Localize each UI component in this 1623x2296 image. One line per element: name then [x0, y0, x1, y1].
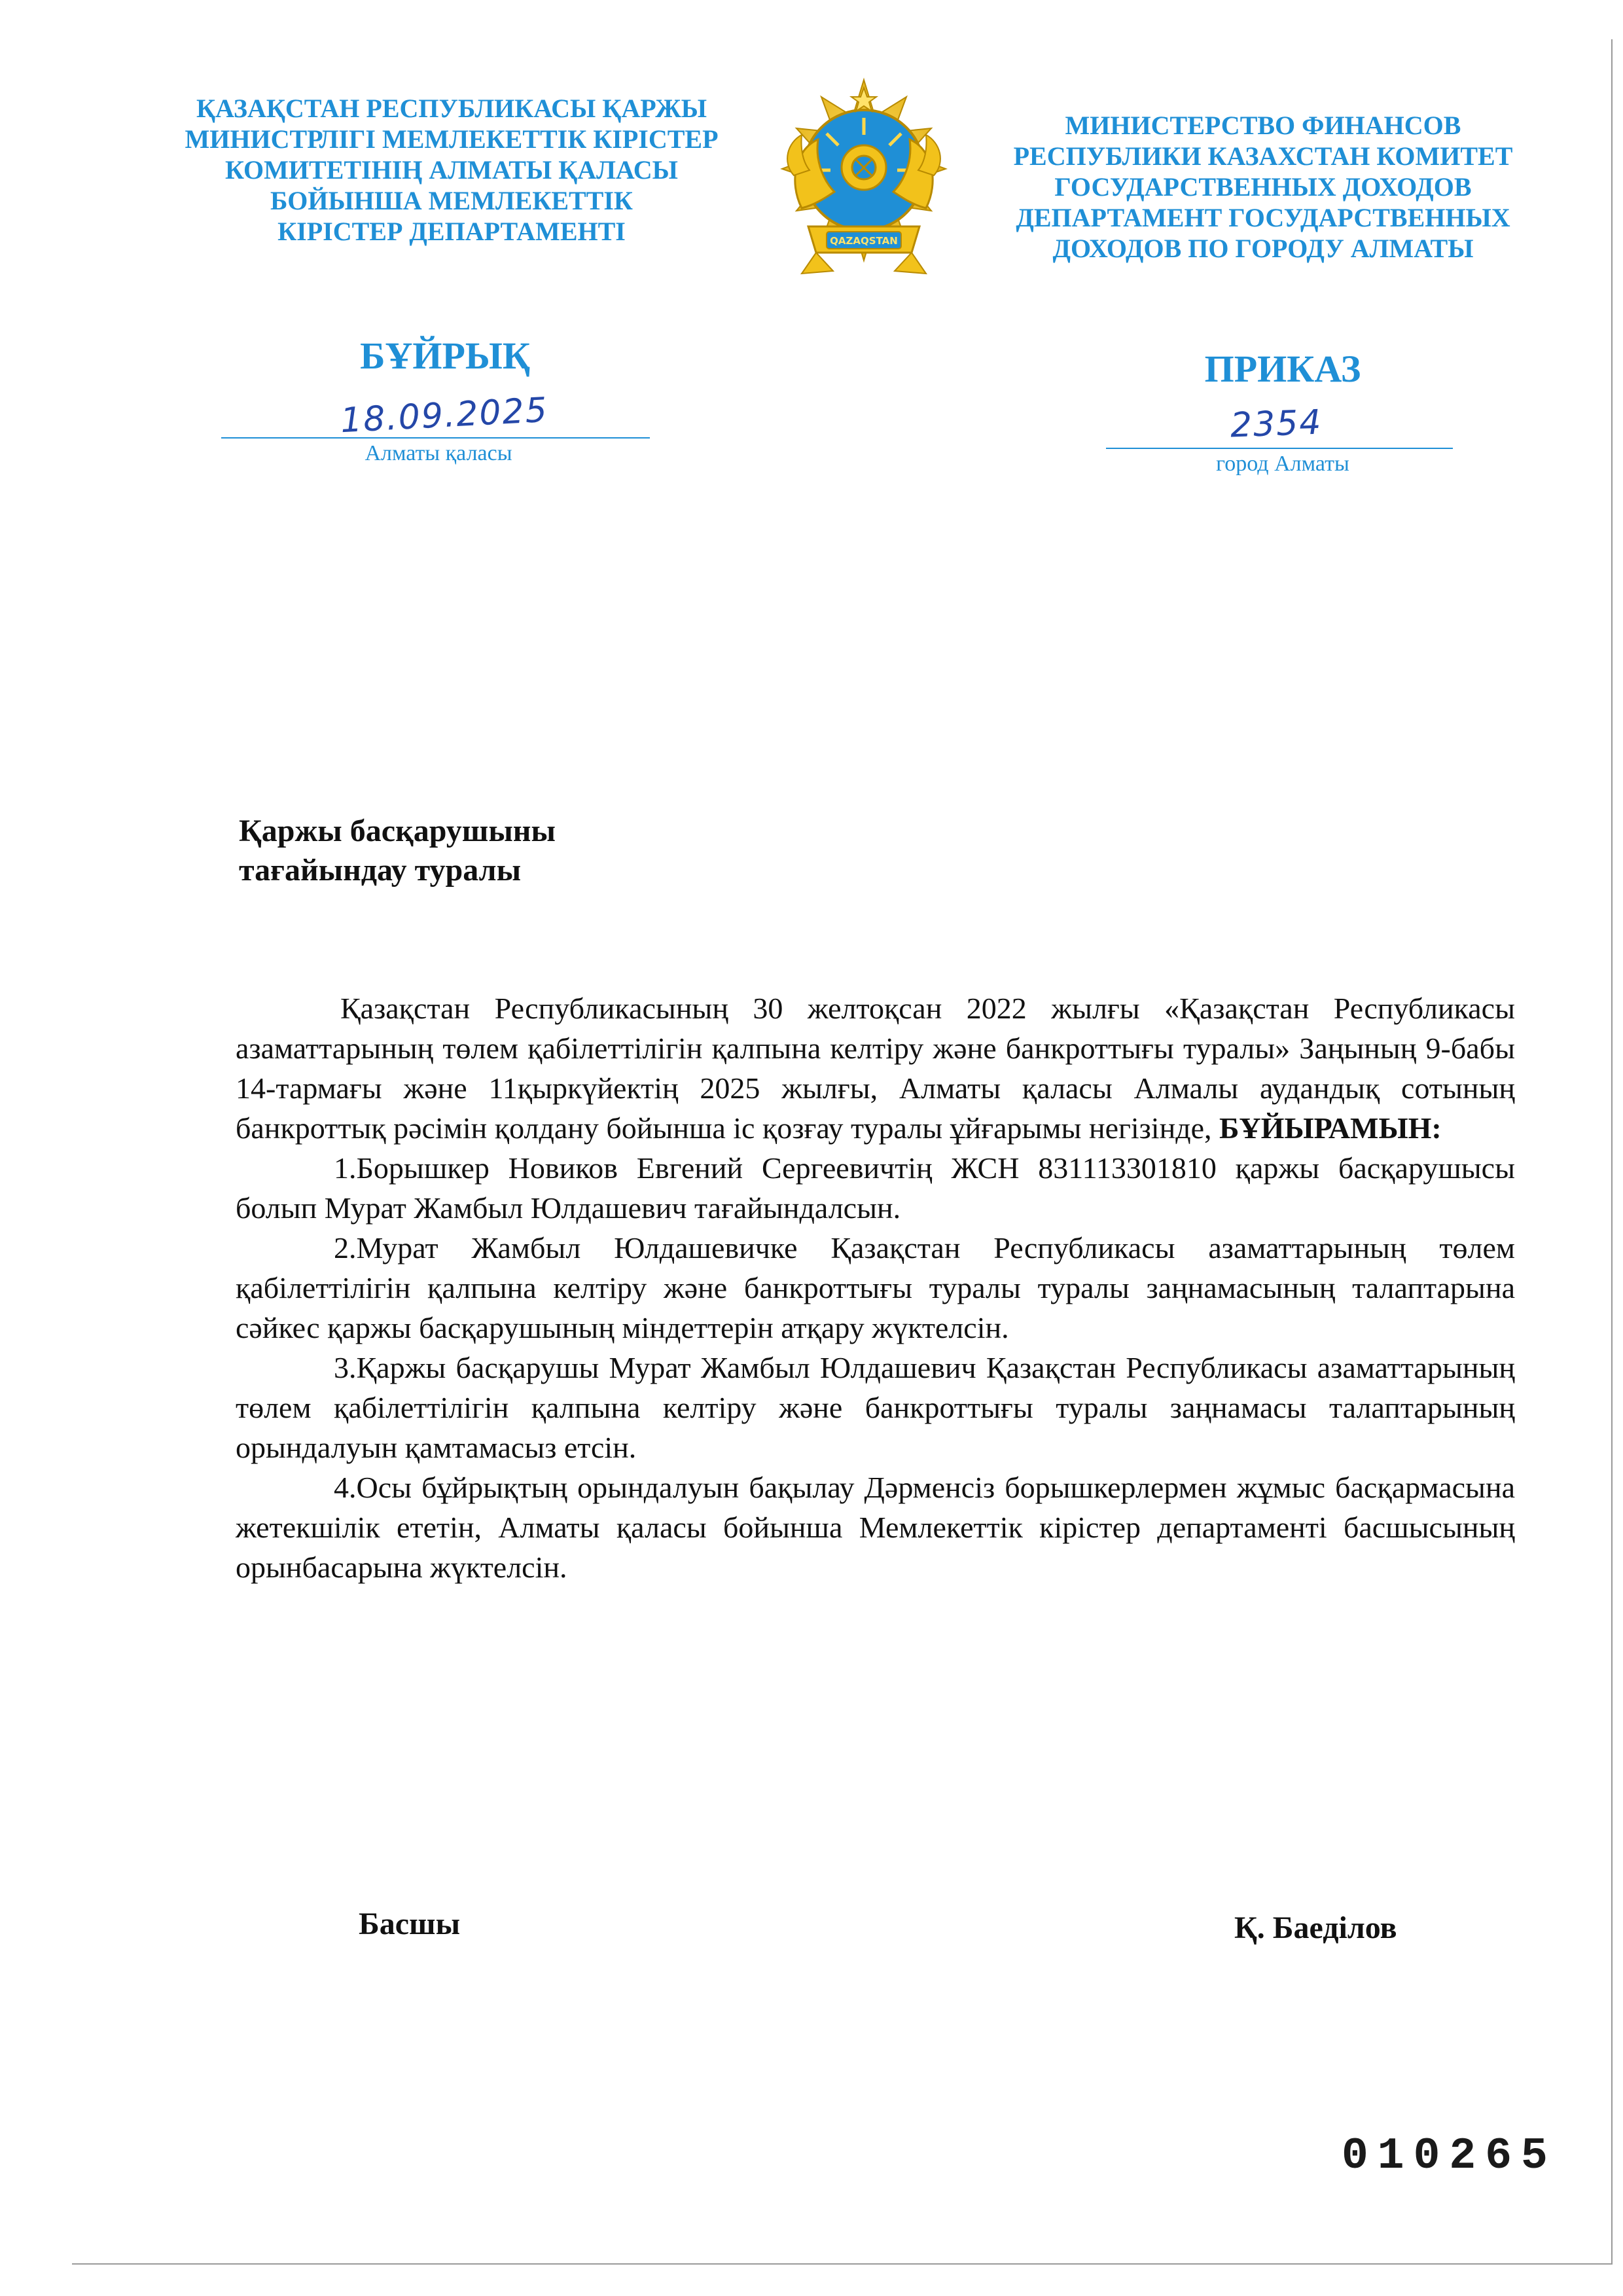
emblem-text: QAZAQSTAN: [830, 235, 898, 247]
number-underline: [1106, 448, 1453, 449]
scan-edge-bottom: [72, 2263, 1611, 2265]
subject-line-2: тағайындау туралы: [239, 853, 522, 888]
header-right-line: ГОСУДАРСТВЕННЫХ ДОХОДОВ: [1054, 172, 1472, 202]
order-date-handwritten: 18.09.2025: [339, 390, 550, 441]
header-left-line: КІРІСТЕР ДЕПАРТАМЕНТІ: [277, 217, 626, 246]
order-title-kz: БҰЙРЫҚ: [360, 334, 530, 377]
serial-number: 010265: [1342, 2131, 1557, 2181]
signature-position: Басшы: [359, 1907, 461, 1941]
header-right-line: ДОХОДОВ ПО ГОРОДУ АЛМАТЫ: [1052, 234, 1474, 263]
order-title-ru: ПРИКАЗ: [1204, 348, 1361, 390]
body-item-2: 2.Мурат Жамбыл Юлдашевичке Қазақстан Республикасы азаматтарының төлем қабілеттілігін қалпына келтіру және банкроттығы туралы туралы заңнамасының талаптарына сәйкес қаржы басқарушының міндеттерін атқару жүктелсін.: [236, 1231, 1515, 1344]
body-intro: Қазақстан Республикасының 30 желтоқсан 2022 жылғы «Қазақстан Республикасы азаматтарының төлем қабілеттілігін қалпына келтіру және банкроттығы туралы» Заңының 9-бабы 14-тармағы және 11қыркүйектің 2025 жылғы, Алматы қаласы Алмалы аудандық сотының банкроттық рәсімін қолдану бойынша іс қозғау туралы ұйғарымы негізінде,: [236, 992, 1515, 1145]
signature-name: Қ. Баеділов: [1234, 1910, 1397, 1945]
body-item-4: 4.Осы бұйрықтың орындалуын бақылау Дәрменсіз борышкерлермен жұмыс басқармасына жетекшілік ететін, Алматы қаласы бойынша Мемлекеттік кірістер департаменті басшысының орынбасарына жүктелсін.: [236, 1471, 1515, 1584]
body-item-3: 3.Қаржы басқарушы Мурат Жамбыл Юлдашевич Қазақстан Республикасы азаматтарының төлем қабілеттілігін қалпына келтіру және банкроттығы туралы заңнамасы талаптарының орындалуын қамтамасыз етсін.: [236, 1351, 1515, 1464]
body-item-1: 1.Борышкер Новиков Евгений Сергеевичтің ЖСН 831113301810 қаржы басқарушысы болып Мурат Жамбыл Юлдашевич тағайындалсын.: [236, 1151, 1515, 1225]
body-intro-paragraph: [236, 988, 1515, 1148]
order-place-ru: город Алматы: [1216, 452, 1349, 476]
date-underline: [221, 437, 650, 439]
order-place-kz: Алматы қаласы: [365, 441, 512, 465]
scan-edge-right: [1611, 39, 1613, 2265]
emblem-graphic: [762, 77, 965, 285]
header-left-line: ҚАЗАҚСТАН РЕСПУБЛИКАСЫ ҚАРЖЫ: [196, 94, 707, 123]
subject-line-1: Қаржы басқарушыны: [239, 814, 556, 848]
body-intro-bold: БҰЙЫРАМЫН:: [1219, 1111, 1442, 1145]
header-right-org: [1001, 110, 1525, 264]
order-subject: [239, 812, 556, 890]
order-body: [236, 988, 1515, 1587]
header-right-line: РЕСПУБЛИКИ КАЗАХСТАН КОМИТЕТ: [1013, 141, 1513, 171]
state-emblem: [762, 77, 965, 285]
header-left-org: [164, 93, 740, 247]
header-right-line: МИНИСТЕРСТВО ФИНАНСОВ: [1065, 111, 1461, 140]
header-left-line: МИНИСТРЛІГІ МЕМЛЕКЕТТІК КІРІСТЕР: [185, 124, 719, 154]
order-number-handwritten: 2354: [1229, 403, 1323, 446]
header-left-line: КОМИТЕТІНІҢ АЛМАТЫ ҚАЛАСЫ: [225, 155, 678, 185]
header-right-line: ДЕПАРТАМЕНТ ГОСУДАРСТВЕННЫХ: [1016, 203, 1510, 232]
header-left-line: БОЙЫНША МЕМЛЕКЕТТІК: [270, 186, 633, 215]
